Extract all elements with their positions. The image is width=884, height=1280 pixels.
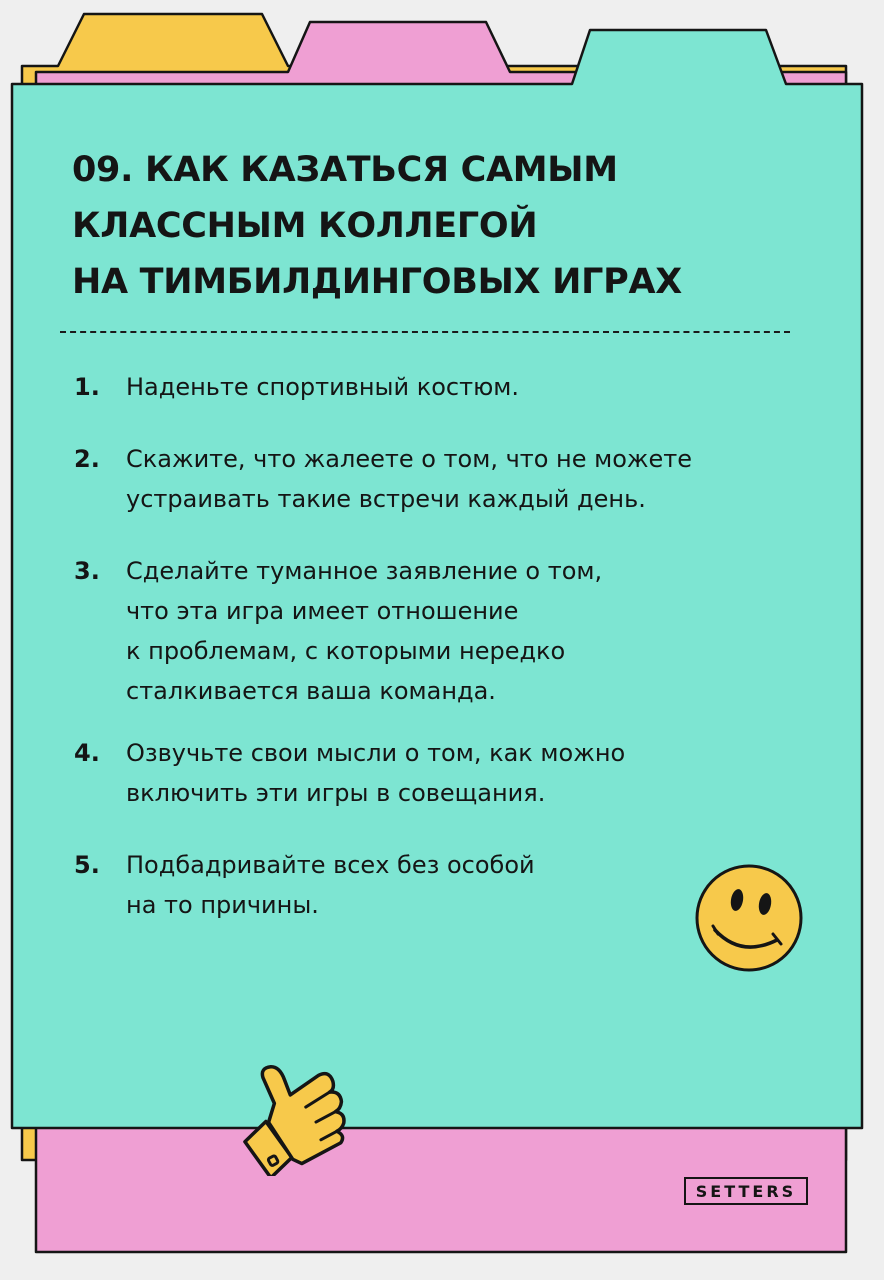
smiley-face-icon — [693, 862, 805, 974]
title-line: КЛАССНЫМ КОЛЛЕГОЙ — [72, 206, 538, 246]
thumbs-up-icon — [228, 1054, 358, 1176]
text-line: Сделайте туманное заявление о том, — [126, 557, 603, 585]
list-item-text — [126, 367, 786, 407]
text-line: что эта игра имеет отношение — [126, 597, 519, 625]
dashed-divider — [60, 331, 790, 333]
text-line: к проблемам, с которыми нередко — [126, 637, 566, 665]
list-item-number: 4. — [74, 739, 100, 767]
text-line: на то причины. — [126, 891, 319, 919]
text-line: Озвучьте свои мысли о том, как можно — [126, 739, 626, 767]
list-item-number: 3. — [74, 557, 100, 585]
title-line: НА ТИМБИЛДИНГОВЫХ ИГРАХ — [72, 262, 682, 302]
text-line: сталкивается ваша команда. — [126, 677, 496, 705]
page-title — [72, 142, 812, 310]
text-line: Подбадривайте всех без особой — [126, 851, 535, 879]
list-item-text — [126, 845, 786, 925]
list-item-number: 5. — [74, 851, 100, 879]
list-item-number: 1. — [74, 373, 100, 401]
title-line: 09. КАК КАЗАТЬСЯ САМЫМ — [72, 150, 618, 190]
brand-logo: SETTERS — [684, 1177, 808, 1205]
list-item-text — [126, 439, 786, 519]
text-line: Скажите, что жалеете о том, что не можете — [126, 445, 693, 473]
text-line: Наденьте спортивный костюм. — [126, 373, 520, 401]
text-line: включить эти игры в совещания. — [126, 779, 546, 807]
text-line: устраивать такие встречи каждый день. — [126, 485, 646, 513]
list-item-text — [126, 733, 786, 813]
list-item-text — [126, 551, 786, 711]
list-item-number: 2. — [74, 445, 100, 473]
